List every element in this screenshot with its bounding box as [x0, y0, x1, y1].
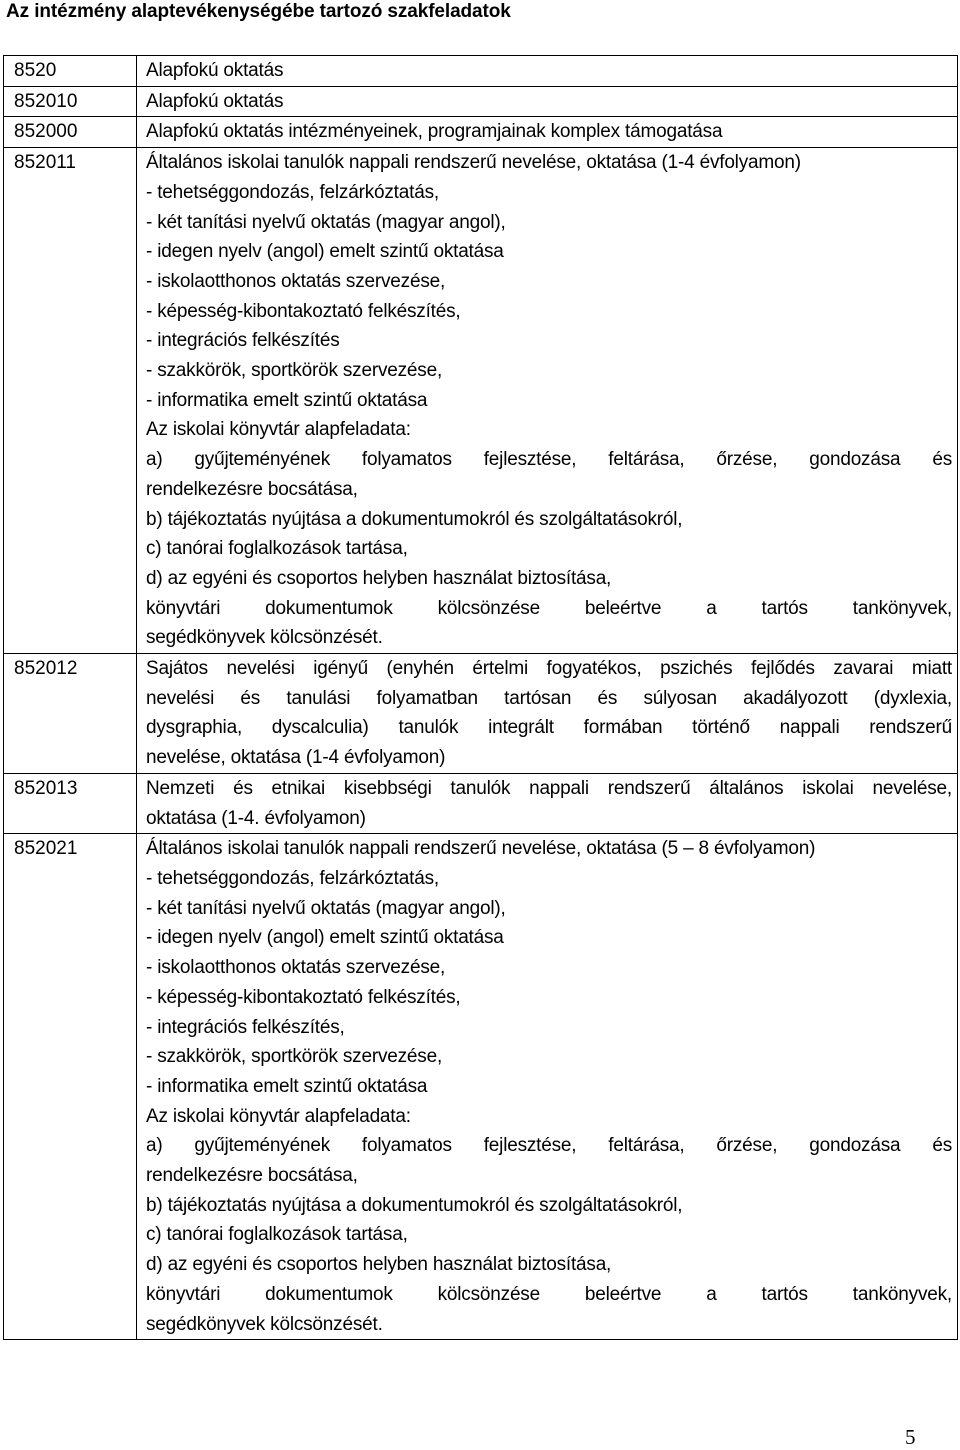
table-row [4, 117, 958, 148]
description-line: Általános iskolai tanulók nappali rendszerű nevelése, oktatása (5 – 8 évfolyamon) [146, 838, 816, 860]
description-line: nevelése, oktatása (1-4 évfolyamon) [146, 747, 446, 769]
activity-description-cell [137, 654, 958, 774]
description-line: - két tanítási nyelvű oktatás (magyar angol), [146, 897, 506, 919]
description-line: - idegen nyelv (angol) emelt szintű oktatása [146, 241, 504, 263]
activity-code-cell: 852012 [4, 654, 137, 774]
description-line: - idegen nyelv (angol) emelt szintű oktatása [146, 927, 504, 949]
description-line: segédkönyvek kölcsönzését. [146, 627, 383, 649]
description-line: Általános iskolai tanulók nappali rendszerű nevelése, oktatása (1-4 évfolyamon) [146, 152, 801, 174]
description-line: Az iskolai könyvtár alapfeladata: [146, 1105, 411, 1127]
description-line: c) tanórai foglalkozások tartása, [146, 1224, 408, 1246]
description-line: Az iskolai könyvtár alapfeladata: [146, 419, 411, 441]
description-line: - tehetséggondozás, felzárkóztatás, [146, 867, 439, 889]
page-title: Az intézmény alaptevékenységébe tartozó szakfeladatok [6, 1, 511, 22]
activity-code-cell: 852021 [4, 834, 137, 1340]
description-line: d) az egyéni és csoportos helyben használat biztosítása, [146, 567, 612, 589]
description-line: rendelkezésre bocsátása, [146, 478, 358, 500]
description-line: - integrációs felkészítés, [146, 1016, 345, 1038]
description-line: b) tájékoztatás nyújtása a dokumentumokról és szolgáltatásokról, [146, 508, 683, 530]
description-line: oktatása (1-4. évfolyamon) [146, 807, 366, 829]
description-line: dysgraphia, dyscalculia) tanulók integrált formában történő nappali rendszerű [146, 717, 952, 739]
activity-code-cell: 852010 [4, 86, 137, 117]
description-line: - képesség-kibontakoztató felkészítés, [146, 986, 461, 1008]
description-line: - szakkörök, sportkörök szervezése, [146, 360, 443, 382]
description-line: - szakkörök, sportkörök szervezése, [146, 1046, 443, 1068]
activity-description-cell [137, 148, 958, 654]
table-row [4, 148, 958, 654]
table-row [4, 86, 958, 117]
description-line: - két tanítási nyelvű oktatás (magyar angol), [146, 211, 506, 233]
description-line: - integrációs felkészítés [146, 330, 340, 352]
activity-description-cell [137, 56, 958, 87]
table-body [4, 56, 958, 1340]
activity-code-cell: 852013 [4, 773, 137, 833]
description-line: Nemzeti és etnikai kisebbségi tanulók nappali rendszerű általános iskolai nevelése, [146, 777, 952, 799]
description-line: a) gyűjteményének folyamatos fejlesztése, feltárása, őrzése, gondozása és [146, 1135, 952, 1157]
description-line: Alapfokú oktatás [146, 90, 284, 112]
description-line: - tehetséggondozás, felzárkóztatás, [146, 181, 439, 203]
activity-description-cell [137, 117, 958, 148]
description-line: c) tanórai foglalkozások tartása, [146, 538, 408, 560]
description-line: rendelkezésre bocsátása, [146, 1165, 358, 1187]
table-row [4, 654, 958, 774]
description-line: - iskolaotthonos oktatás szervezése, [146, 957, 446, 979]
description-line: Alapfokú oktatás [146, 60, 284, 81]
description-line: könyvtári dokumentumok kölcsönzése beleértve a tartós tankönyvek, [146, 597, 952, 619]
activity-description-cell [137, 86, 958, 117]
description-line: könyvtári dokumentumok kölcsönzése beleértve a tartós tankönyvek, [146, 1283, 952, 1305]
description-line: d) az egyéni és csoportos helyben használat biztosítása, [146, 1254, 612, 1276]
description-line: nevelési és tanulási folyamatban tartósan és súlyosan akadályozott (dyxlexia, [146, 687, 952, 709]
page-number: 5 [905, 1425, 916, 1449]
description-line: b) tájékoztatás nyújtása a dokumentumokról és szolgáltatásokról, [146, 1194, 683, 1216]
activity-description-cell [137, 773, 958, 833]
table-row [4, 773, 958, 833]
activity-code-cell: 8520 [4, 56, 137, 87]
description-line: - iskolaotthonos oktatás szervezése, [146, 270, 446, 292]
description-line: segédkönyvek kölcsönzését. [146, 1313, 383, 1335]
description-line: - képesség-kibontakoztató felkészítés, [146, 300, 461, 322]
description-line: a) gyűjteményének folyamatos fejlesztése, feltárása, őrzése, gondozása és [146, 449, 952, 471]
description-line: Alapfokú oktatás intézményeinek, programjainak komplex támogatása [146, 121, 723, 143]
table-row [4, 834, 958, 1340]
activity-code-table [3, 55, 958, 1340]
description-line: - informatika emelt szintű oktatása [146, 1075, 428, 1097]
description-line: Sajátos nevelési igényű (enyhén értelmi fogyatékos, pszichés fejlődés zavarai miatt [146, 658, 952, 680]
table-row [4, 56, 958, 87]
activity-code-cell: 852000 [4, 117, 137, 148]
description-line: - informatika emelt szintű oktatása [146, 389, 428, 411]
activity-description-cell [137, 834, 958, 1340]
activity-code-cell: 852011 [4, 148, 137, 654]
